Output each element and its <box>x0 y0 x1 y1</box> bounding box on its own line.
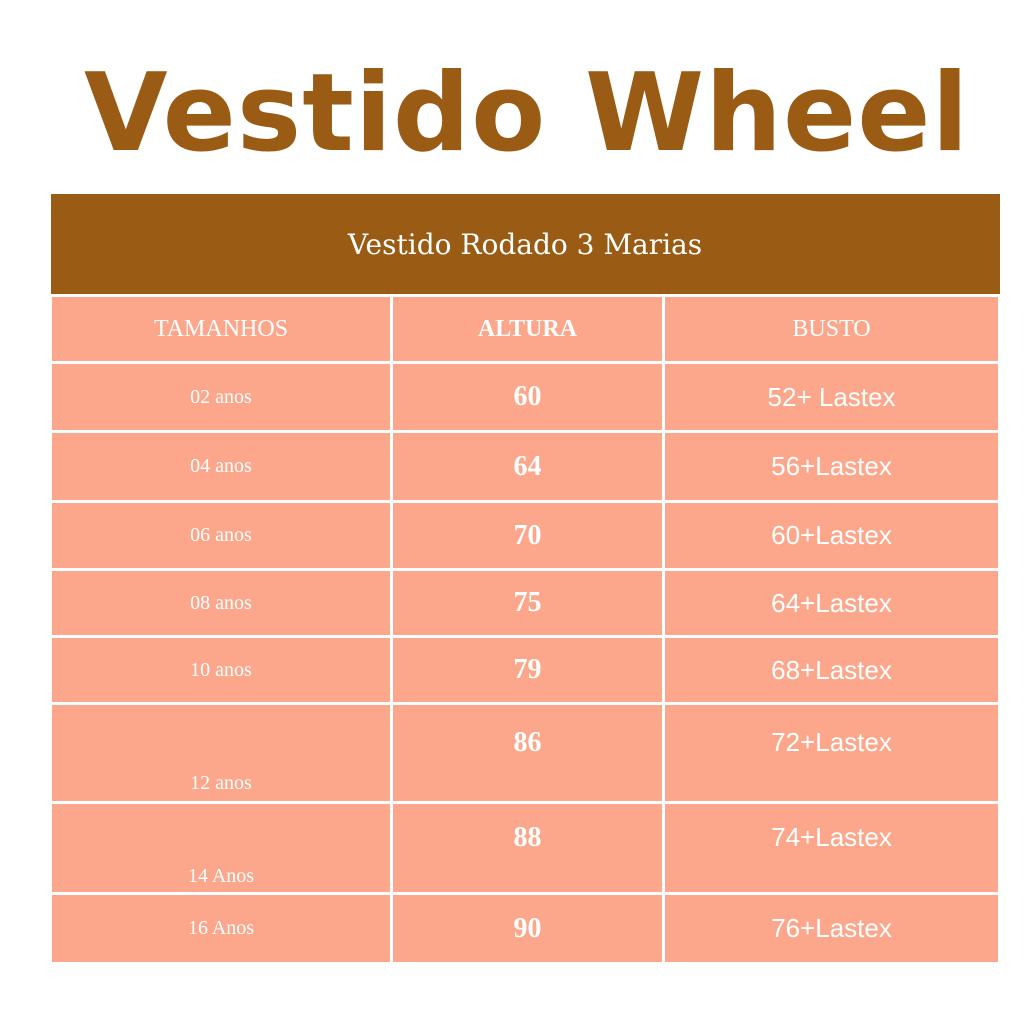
size-cell: 06 anos <box>51 502 392 570</box>
table-row <box>51 704 1000 803</box>
size-cell: 14 Anos <box>51 803 392 894</box>
size-cell: 12 anos <box>51 704 392 803</box>
table-banner: Vestido Rodado 3 Marias <box>51 194 1000 296</box>
height-cell: 90 <box>392 894 664 964</box>
height-cell: 79 <box>392 637 664 704</box>
column-header-bust: BUSTO <box>664 296 1000 363</box>
table-row <box>51 803 1000 894</box>
table-row <box>51 363 1000 432</box>
table-header-row <box>51 296 1000 363</box>
page-title: Vestido Wheel <box>84 51 970 176</box>
height-cell: 75 <box>392 570 664 637</box>
column-header-height: ALTURA <box>392 296 664 363</box>
bust-cell: 64+Lastex <box>664 570 1000 637</box>
table-row <box>51 637 1000 704</box>
height-cell: 70 <box>392 502 664 570</box>
height-cell: 60 <box>392 363 664 432</box>
height-cell: 88 <box>392 803 664 894</box>
bust-cell: 76+Lastex <box>664 894 1000 964</box>
size-cell: 10 anos <box>51 637 392 704</box>
bust-cell: 60+Lastex <box>664 502 1000 570</box>
size-cell: 16 Anos <box>51 894 392 964</box>
table-row <box>51 502 1000 570</box>
table-row <box>51 894 1000 964</box>
column-header-size: TAMANHOS <box>51 296 392 363</box>
bust-cell: 68+Lastex <box>664 637 1000 704</box>
height-cell: 64 <box>392 432 664 502</box>
table-row <box>51 432 1000 502</box>
table-banner-row <box>51 194 1000 296</box>
size-chart-table <box>49 194 1001 965</box>
bust-cell: 72+Lastex <box>664 704 1000 803</box>
size-cell: 02 anos <box>51 363 392 432</box>
bust-cell: 74+Lastex <box>664 803 1000 894</box>
table-row <box>51 570 1000 637</box>
size-cell: 04 anos <box>51 432 392 502</box>
bust-cell: 56+Lastex <box>664 432 1000 502</box>
bust-cell: 52+ Lastex <box>664 363 1000 432</box>
height-cell: 86 <box>392 704 664 803</box>
size-cell: 08 anos <box>51 570 392 637</box>
